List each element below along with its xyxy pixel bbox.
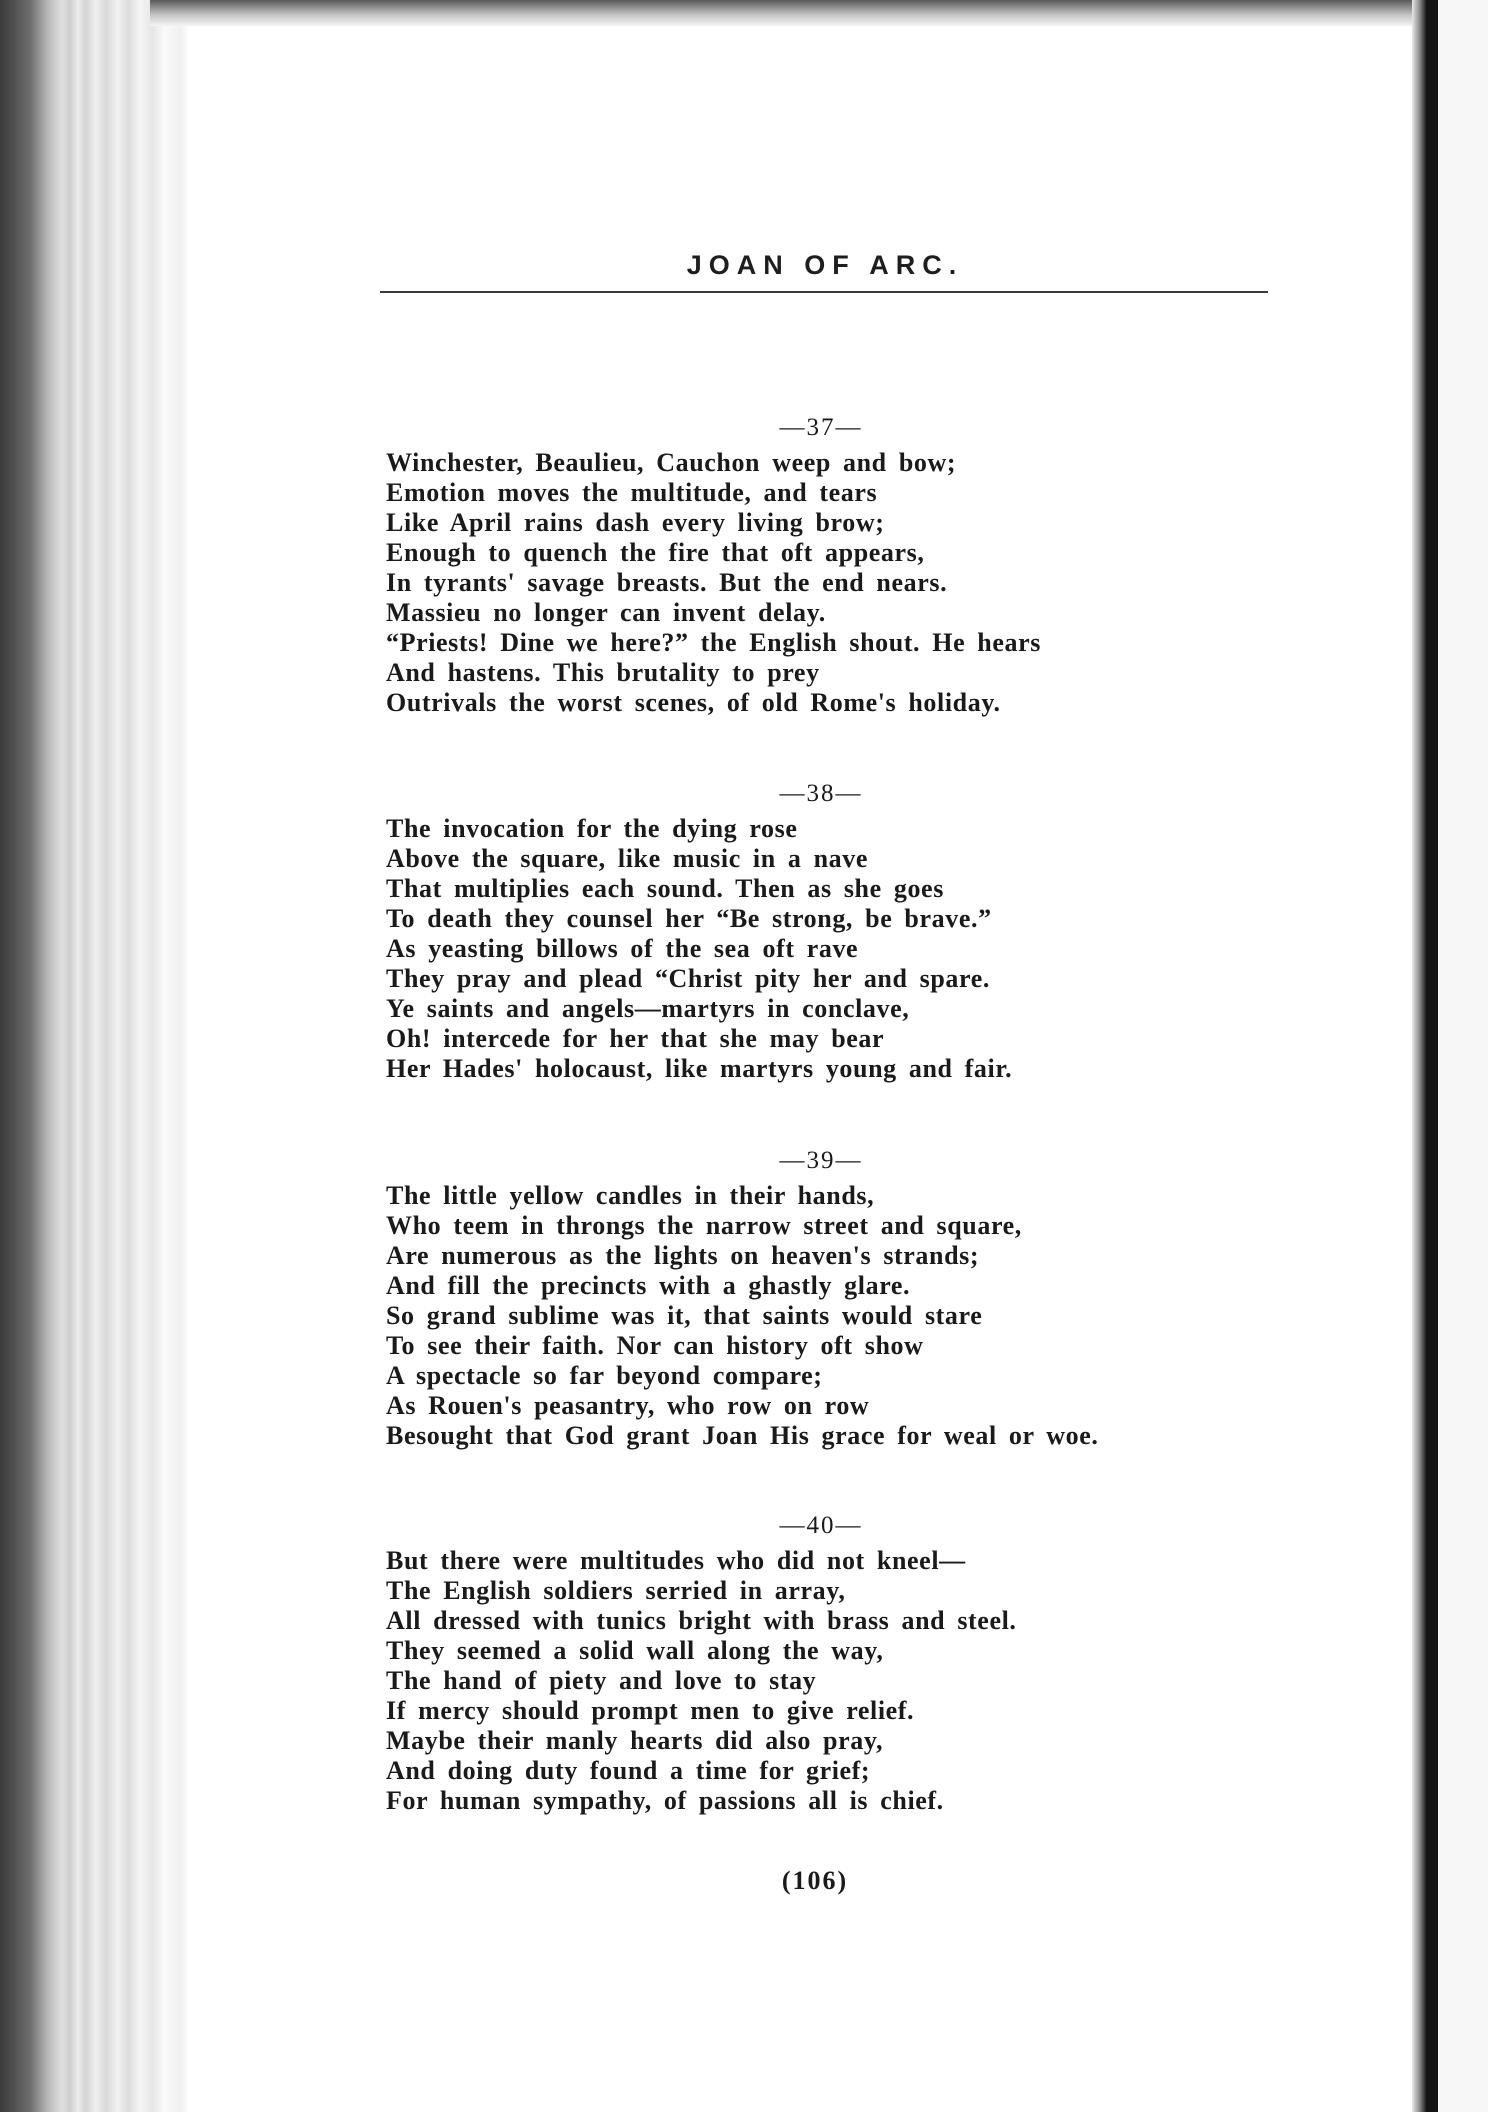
verse-line: For human sympathy, of passions all is chief. xyxy=(386,1786,944,1815)
verse-line: Are numerous as the lights on heaven's strands; xyxy=(386,1241,980,1270)
verse-line: Above the square, like music in a nave xyxy=(386,844,869,873)
verse-line: So grand sublime was it, that saints would stare xyxy=(386,1301,983,1330)
verse-line: The invocation for the dying rose xyxy=(386,814,798,843)
header-rule xyxy=(380,291,1268,293)
verse-line: If mercy should prompt men to give relief. xyxy=(386,1696,915,1725)
verse-line: Emotion moves the multitude, and tears xyxy=(386,478,878,507)
stanza-38 xyxy=(386,776,1286,1084)
stanza-number: —39— xyxy=(779,1147,863,1174)
verse-line: To see their faith. Nor can history oft show xyxy=(386,1331,924,1360)
verse-line: Ye saints and angels—martyrs in conclave, xyxy=(386,994,910,1023)
verse-line: The little yellow candles in their hands, xyxy=(386,1181,875,1210)
verse-line: That multiplies each sound. Then as she goes xyxy=(386,874,944,903)
verse-line: All dressed with tunics bright with brass and steel. xyxy=(386,1606,1017,1635)
stanza-39 xyxy=(386,1143,1286,1451)
verse-line: But there were multitudes who did not kneel— xyxy=(386,1546,966,1575)
verse-line: As yeasting billows of the sea oft rave xyxy=(386,934,859,963)
verse-line: As Rouen's peasantry, who row on row xyxy=(386,1391,870,1420)
verse-line: Her Hades' holocaust, like martyrs young and fair. xyxy=(386,1054,1013,1083)
stanza-number: —38— xyxy=(779,780,863,807)
verse-line: Massieu no longer can invent delay. xyxy=(386,598,826,627)
verse-line: To death they counsel her “Be strong, be brave.” xyxy=(386,904,992,933)
verse-line: Oh! intercede for her that she may bear xyxy=(386,1024,885,1053)
verse-line: A spectacle so far beyond compare; xyxy=(386,1361,823,1390)
stanza-37 xyxy=(386,410,1286,718)
verse-line: They pray and plead “Christ pity her and spare. xyxy=(386,964,990,993)
verse-line: And doing duty found a time for grief; xyxy=(386,1756,871,1785)
verse-line: And fill the precincts with a ghastly glare. xyxy=(386,1271,911,1300)
verse-line: They seemed a solid wall along the way, xyxy=(386,1636,884,1665)
verse-line: Besought that God grant Joan His grace for weal or woe. xyxy=(386,1421,1099,1450)
stanza-number: —40— xyxy=(779,1512,863,1539)
verse-line: The English soldiers serried in array, xyxy=(386,1576,846,1605)
verse-line: Enough to quench the fire that oft appears, xyxy=(386,538,925,567)
verse-line: Maybe their manly hearts did also pray, xyxy=(386,1726,884,1755)
running-title: JOAN OF ARC. xyxy=(686,250,964,280)
stanza-40 xyxy=(386,1508,1286,1816)
verse-line: The hand of piety and love to stay xyxy=(386,1666,817,1695)
verse-line: Outrivals the worst scenes, of old Rome's holiday. xyxy=(386,688,1001,717)
page-number: (106) xyxy=(781,1866,849,1895)
verse-line: Like April rains dash every living brow; xyxy=(386,508,885,537)
verse-line: Who teem in throngs the narrow street and square, xyxy=(386,1211,1022,1240)
verse-line: In tyrants' savage breasts. But the end nears. xyxy=(386,568,948,597)
verse-line: And hastens. This brutality to prey xyxy=(386,658,820,687)
verse-line: “Priests! Dine we here?” the English shout. He hears xyxy=(386,628,1041,657)
verse-line: Winchester, Beaulieu, Cauchon weep and bow; xyxy=(386,448,957,477)
stanza-number: —37— xyxy=(779,414,863,441)
